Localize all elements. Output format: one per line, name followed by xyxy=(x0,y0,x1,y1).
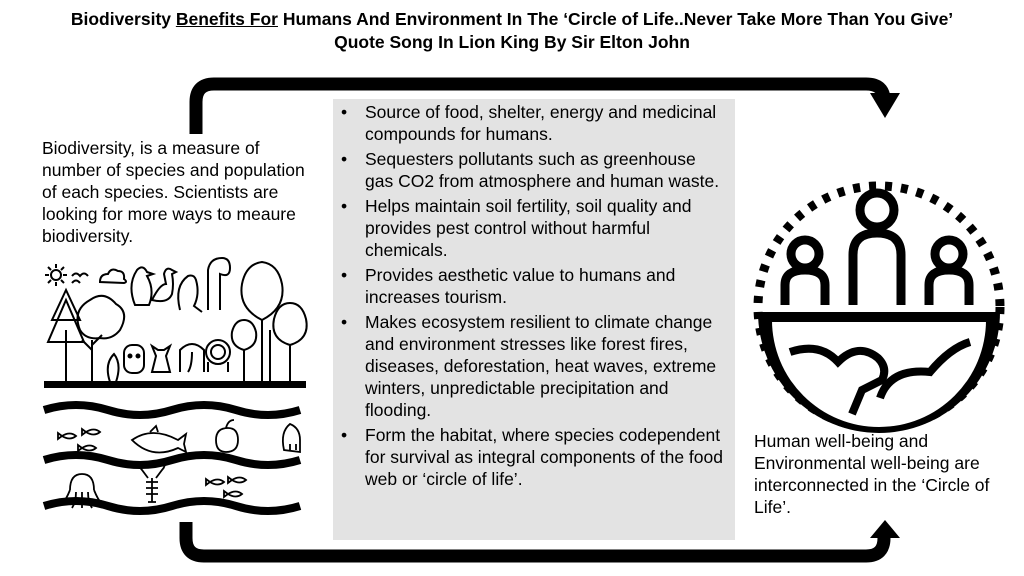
duck-icon xyxy=(152,269,176,301)
cloud-icon xyxy=(100,270,126,283)
elephant-icon xyxy=(180,344,204,372)
fox-icon xyxy=(152,346,170,372)
angler-fish-icon xyxy=(216,420,238,452)
arrow-head-top xyxy=(870,93,900,118)
benefit-item: • Source of food, shelter, energy and medicinal compounds for humans. xyxy=(365,101,727,145)
arrow-head-bottom xyxy=(870,520,900,538)
parrot-icon xyxy=(178,276,202,313)
hippo-icon xyxy=(124,345,144,373)
biodiversity-definition: Biodiversity, is a measure of number of species and population of each species. Scientists are looking for more ways to meaure biodiversity. xyxy=(42,138,305,246)
lion-icon xyxy=(206,340,230,372)
benefit-item: • Makes ecosystem resilient to climate change and environment stresses like forest fires, diseases, deforestation, heat waves, extreme winters, unpredictable precipitation and flooding. xyxy=(365,311,727,421)
benefit-item: • Helps maintain soil fertility, soil quality and provides pest control without harmful chemicals. xyxy=(365,195,727,261)
title-text-a: Biodiversity xyxy=(70,9,176,29)
penguin-icon xyxy=(131,267,153,305)
right-trees-icon xyxy=(232,262,307,382)
bird-icon xyxy=(72,274,88,284)
tree-icon xyxy=(48,290,124,382)
ground-line xyxy=(44,381,306,388)
title-text-underlined: Benefits For xyxy=(175,9,278,29)
sun-icon xyxy=(45,264,67,286)
walrus-icon xyxy=(283,424,300,452)
wellbeing-statement: Human well-being and Environmental well-being are interconnected in the ‘Circle of Life’. xyxy=(754,431,990,517)
toucan-icon xyxy=(208,258,230,310)
people-on-earth-icon xyxy=(758,186,1000,433)
title-line-2: Quote Song In Lion King By Sir Elton John xyxy=(334,32,690,52)
shark-icon xyxy=(132,426,186,453)
title-text-b: Humans And Environment In The ‘Circle of Life..Never Take More Than You Give’ xyxy=(277,9,954,29)
benefits-list xyxy=(333,99,735,490)
land-species-icons xyxy=(45,258,307,382)
benefit-item: • Sequesters pollutants such as greenhouse gas CO2 from atmosphere and human waste. xyxy=(365,148,727,192)
benefits-box xyxy=(333,99,735,540)
benefit-item: • Form the habitat, where species codependent for survival as integral components of the food web or ‘circle of life’. xyxy=(365,424,727,490)
benefit-item: • Provides aesthetic value to humans and increases tourism. xyxy=(365,264,727,308)
